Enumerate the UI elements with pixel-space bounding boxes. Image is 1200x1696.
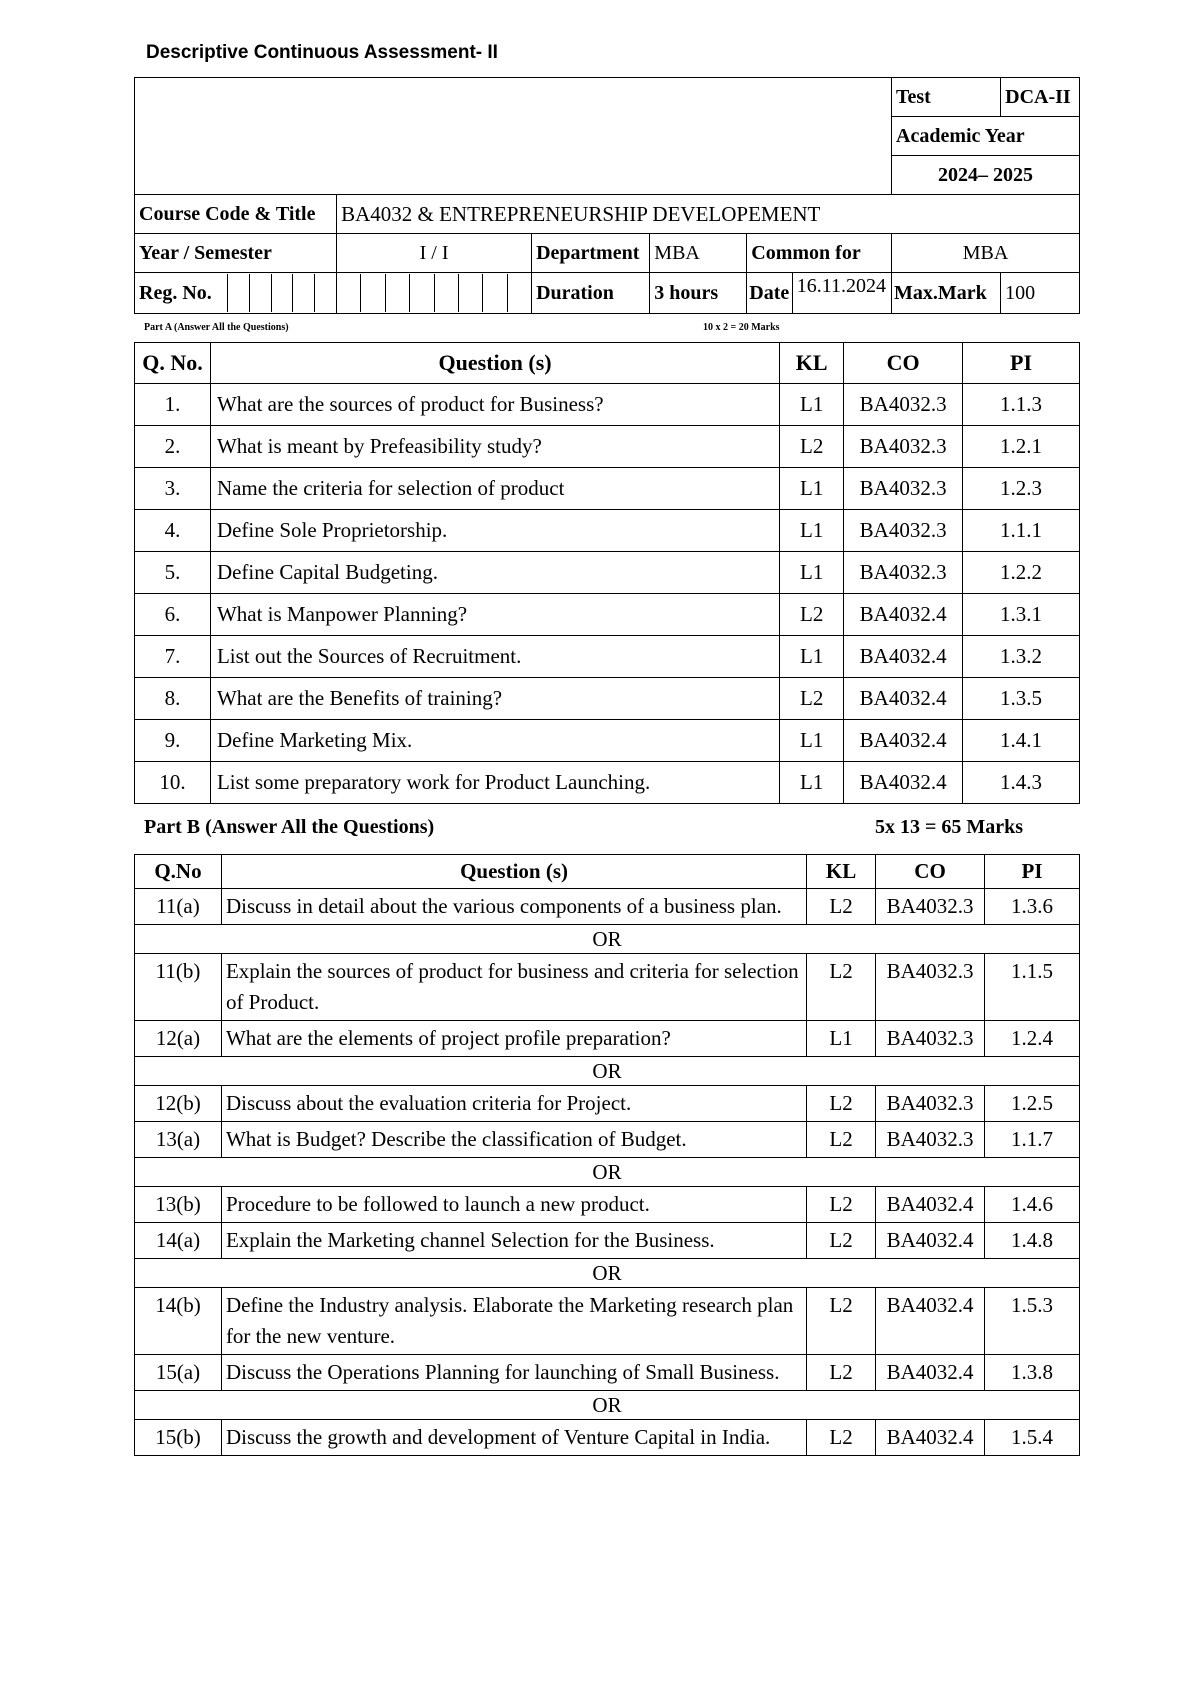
performance-indicator: 1.3.2 bbox=[963, 636, 1080, 678]
table-row bbox=[135, 678, 1080, 720]
question-text: Define the Industry analysis. Elaborate the Marketing research plan for the new venture. bbox=[221, 1288, 806, 1355]
performance-indicator: 1.3.5 bbox=[963, 678, 1080, 720]
col-header-pi: PI bbox=[985, 855, 1080, 889]
table-row bbox=[135, 1086, 1080, 1122]
course-outcome: BA4032.3 bbox=[844, 510, 963, 552]
performance-indicator: 1.4.3 bbox=[963, 762, 1080, 804]
course-outcome: BA4032.4 bbox=[876, 1288, 985, 1355]
question-number: 3. bbox=[135, 468, 211, 510]
question-text: Discuss the growth and development of Venture Capital in India. bbox=[221, 1420, 806, 1456]
test-value: DCA-II bbox=[1001, 78, 1080, 117]
performance-indicator: 1.2.3 bbox=[963, 468, 1080, 510]
or-separator-row bbox=[135, 1158, 1080, 1187]
question-number: 1. bbox=[135, 384, 211, 426]
date-label: Date bbox=[747, 273, 792, 314]
table-row bbox=[135, 762, 1080, 804]
knowledge-level: L2 bbox=[780, 678, 844, 720]
question-number: 10. bbox=[135, 762, 211, 804]
question-number: 9. bbox=[135, 720, 211, 762]
course-outcome: BA4032.3 bbox=[844, 468, 963, 510]
performance-indicator: 1.2.1 bbox=[963, 426, 1080, 468]
table-row bbox=[135, 1420, 1080, 1456]
header-table bbox=[134, 77, 1080, 314]
table-row bbox=[135, 384, 1080, 426]
col-header-question: Question (s) bbox=[210, 343, 779, 384]
course-outcome: BA4032.3 bbox=[844, 552, 963, 594]
or-separator: OR bbox=[135, 1158, 1080, 1187]
col-header-kl: KL bbox=[807, 855, 876, 889]
table-row bbox=[135, 1355, 1080, 1391]
performance-indicator: 1.3.8 bbox=[985, 1355, 1080, 1391]
table-row bbox=[135, 552, 1080, 594]
question-text: List some preparatory work for Product Launching. bbox=[210, 762, 779, 804]
knowledge-level: L2 bbox=[807, 1223, 876, 1259]
duration-value: 3 hours bbox=[650, 273, 747, 314]
performance-indicator: 1.2.5 bbox=[985, 1086, 1080, 1122]
table-row bbox=[135, 1122, 1080, 1158]
performance-indicator: 1.1.1 bbox=[963, 510, 1080, 552]
question-text: Define Capital Budgeting. bbox=[210, 552, 779, 594]
or-separator: OR bbox=[135, 1057, 1080, 1086]
knowledge-level: L2 bbox=[807, 889, 876, 925]
common-for-value: MBA bbox=[892, 234, 1080, 273]
col-header-qno: Q.No bbox=[135, 855, 222, 889]
question-number: 13(b) bbox=[135, 1187, 222, 1223]
course-outcome: BA4032.3 bbox=[876, 1021, 985, 1057]
question-text: Define Sole Proprietorship. bbox=[210, 510, 779, 552]
performance-indicator: 1.2.2 bbox=[963, 552, 1080, 594]
table-row bbox=[135, 468, 1080, 510]
question-text: What is Budget? Describe the classification of Budget. bbox=[221, 1122, 806, 1158]
performance-indicator: 1.1.7 bbox=[985, 1122, 1080, 1158]
question-text: What are the elements of project profile preparation? bbox=[221, 1021, 806, 1057]
question-text: Discuss about the evaluation criteria for Project. bbox=[221, 1086, 806, 1122]
or-separator-row bbox=[135, 1057, 1080, 1086]
table-row bbox=[135, 636, 1080, 678]
part-b-marks: 5x 13 = 65 Marks bbox=[875, 816, 1024, 838]
knowledge-level: L1 bbox=[780, 636, 844, 678]
academic-year-value: 2024– 2025 bbox=[892, 156, 1080, 195]
reg-no-boxes-right[interactable] bbox=[337, 273, 532, 314]
course-label: Course Code & Title bbox=[135, 195, 337, 234]
reg-no-label: Reg. No. bbox=[135, 274, 228, 312]
question-text: What is meant by Prefeasibility study? bbox=[210, 426, 779, 468]
knowledge-level: L1 bbox=[780, 384, 844, 426]
reg-no-cell bbox=[135, 273, 337, 314]
academic-year-label: Academic Year bbox=[892, 117, 1080, 156]
course-outcome: BA4032.4 bbox=[844, 678, 963, 720]
reg-no-boxes-left[interactable] bbox=[228, 274, 336, 312]
knowledge-level: L1 bbox=[780, 762, 844, 804]
knowledge-level: L1 bbox=[780, 468, 844, 510]
knowledge-level: L2 bbox=[807, 1288, 876, 1355]
table-row bbox=[135, 510, 1080, 552]
question-number: 14(b) bbox=[135, 1288, 222, 1355]
year-semester-label: Year / Semester bbox=[135, 234, 337, 273]
question-number: 12(b) bbox=[135, 1086, 222, 1122]
knowledge-level: L1 bbox=[780, 720, 844, 762]
course-outcome: BA4032.3 bbox=[876, 1086, 985, 1122]
question-text: Discuss in detail about the various components of a business plan. bbox=[221, 889, 806, 925]
question-number: 6. bbox=[135, 594, 211, 636]
test-label: Test bbox=[892, 78, 1001, 117]
course-outcome: BA4032.3 bbox=[844, 384, 963, 426]
question-number: 11(b) bbox=[135, 954, 222, 1021]
part-a-marks: 10 x 2 = 20 Marks bbox=[703, 322, 780, 333]
table-row bbox=[135, 1021, 1080, 1057]
table-row bbox=[135, 1187, 1080, 1223]
question-text: Explain the sources of product for business and criteria for selection of Product. bbox=[221, 954, 806, 1021]
or-separator: OR bbox=[135, 1259, 1080, 1288]
max-mark-label: Max.Mark bbox=[892, 273, 1001, 314]
col-header-qno: Q. No. bbox=[135, 343, 211, 384]
table-row bbox=[135, 1223, 1080, 1259]
knowledge-level: L2 bbox=[780, 426, 844, 468]
table-row bbox=[135, 954, 1080, 1021]
performance-indicator: 1.4.8 bbox=[985, 1223, 1080, 1259]
question-number: 4. bbox=[135, 510, 211, 552]
course-outcome: BA4032.4 bbox=[844, 636, 963, 678]
or-separator: OR bbox=[135, 1391, 1080, 1420]
or-separator: OR bbox=[135, 925, 1080, 954]
table-row bbox=[135, 889, 1080, 925]
performance-indicator: 1.4.6 bbox=[985, 1187, 1080, 1223]
question-text: Procedure to be followed to launch a new product. bbox=[221, 1187, 806, 1223]
col-header-co: CO bbox=[876, 855, 985, 889]
knowledge-level: L2 bbox=[807, 1355, 876, 1391]
question-number: 12(a) bbox=[135, 1021, 222, 1057]
course-outcome: BA4032.4 bbox=[844, 720, 963, 762]
question-text: List out the Sources of Recruitment. bbox=[210, 636, 779, 678]
or-separator-row bbox=[135, 925, 1080, 954]
table-row bbox=[135, 1288, 1080, 1355]
part-b-table bbox=[134, 854, 1080, 1456]
course-outcome: BA4032.3 bbox=[876, 1122, 985, 1158]
knowledge-level: L2 bbox=[780, 594, 844, 636]
course-outcome: BA4032.4 bbox=[876, 1223, 985, 1259]
col-header-kl: KL bbox=[780, 343, 844, 384]
question-number: 5. bbox=[135, 552, 211, 594]
performance-indicator: 1.3.1 bbox=[963, 594, 1080, 636]
page-title: Descriptive Continuous Assessment- II bbox=[146, 42, 498, 63]
part-a-table bbox=[134, 342, 1080, 804]
course-outcome: BA4032.3 bbox=[844, 426, 963, 468]
question-number: 8. bbox=[135, 678, 211, 720]
question-text: What is Manpower Planning? bbox=[210, 594, 779, 636]
course-outcome: BA4032.3 bbox=[876, 954, 985, 1021]
knowledge-level: L1 bbox=[807, 1021, 876, 1057]
question-number: 15(b) bbox=[135, 1420, 222, 1456]
question-number: 15(a) bbox=[135, 1355, 222, 1391]
course-outcome: BA4032.4 bbox=[876, 1187, 985, 1223]
table-row bbox=[135, 426, 1080, 468]
question-number: 11(a) bbox=[135, 889, 222, 925]
performance-indicator: 1.4.1 bbox=[963, 720, 1080, 762]
course-value: BA4032 & ENTREPRENEURSHIP DEVELOPEMENT bbox=[337, 195, 1080, 234]
knowledge-level: L2 bbox=[807, 1122, 876, 1158]
course-outcome: BA4032.4 bbox=[876, 1355, 985, 1391]
question-number: 2. bbox=[135, 426, 211, 468]
knowledge-level: L1 bbox=[780, 510, 844, 552]
question-text: Name the criteria for selection of product bbox=[210, 468, 779, 510]
knowledge-level: L2 bbox=[807, 1420, 876, 1456]
or-separator-row bbox=[135, 1391, 1080, 1420]
performance-indicator: 1.1.3 bbox=[963, 384, 1080, 426]
question-number: 13(a) bbox=[135, 1122, 222, 1158]
question-text: Explain the Marketing channel Selection for the Business. bbox=[221, 1223, 806, 1259]
col-header-pi: PI bbox=[963, 343, 1080, 384]
question-text: Define Marketing Mix. bbox=[210, 720, 779, 762]
table-row bbox=[135, 720, 1080, 762]
question-number: 7. bbox=[135, 636, 211, 678]
or-separator-row bbox=[135, 1259, 1080, 1288]
course-outcome: BA4032.4 bbox=[844, 762, 963, 804]
performance-indicator: 1.5.4 bbox=[985, 1420, 1080, 1456]
question-text: What are the Benefits of training? bbox=[210, 678, 779, 720]
performance-indicator: 1.3.6 bbox=[985, 889, 1080, 925]
question-number: 14(a) bbox=[135, 1223, 222, 1259]
common-for-label: Common for bbox=[747, 234, 892, 273]
blank-header-area bbox=[135, 78, 892, 195]
col-header-question: Question (s) bbox=[221, 855, 806, 889]
question-text: What are the sources of product for Business? bbox=[210, 384, 779, 426]
performance-indicator: 1.2.4 bbox=[985, 1021, 1080, 1057]
col-header-co: CO bbox=[844, 343, 963, 384]
course-outcome: BA4032.4 bbox=[844, 594, 963, 636]
course-outcome: BA4032.4 bbox=[876, 1420, 985, 1456]
department-label: Department bbox=[532, 234, 650, 273]
duration-label: Duration bbox=[532, 273, 650, 314]
knowledge-level: L1 bbox=[780, 552, 844, 594]
part-b-instruction: Part B (Answer All the Questions) bbox=[144, 816, 435, 838]
course-outcome: BA4032.3 bbox=[876, 889, 985, 925]
max-mark-value: 100 bbox=[1001, 273, 1080, 314]
performance-indicator: 1.1.5 bbox=[985, 954, 1080, 1021]
knowledge-level: L2 bbox=[807, 954, 876, 1021]
knowledge-level: L2 bbox=[807, 1086, 876, 1122]
year-semester-value: I / I bbox=[337, 234, 532, 273]
department-value: MBA bbox=[650, 234, 747, 273]
table-row bbox=[135, 594, 1080, 636]
knowledge-level: L2 bbox=[807, 1187, 876, 1223]
performance-indicator: 1.5.3 bbox=[985, 1288, 1080, 1355]
question-text: Discuss the Operations Planning for launching of Small Business. bbox=[221, 1355, 806, 1391]
part-a-instruction: Part A (Answer All the Questions) bbox=[144, 322, 289, 333]
date-value: 16.11.2024 bbox=[792, 273, 891, 314]
